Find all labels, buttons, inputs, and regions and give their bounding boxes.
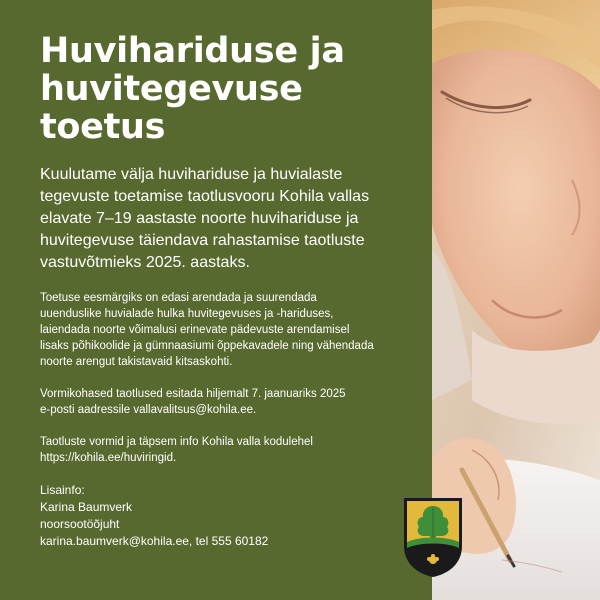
deadline-line: Vormikohased taotlused esitada hiljemalt 7. jaanuariks 2025 xyxy=(40,388,346,400)
forms-paragraph xyxy=(40,434,410,466)
forms-line: https://kohila.ee/huviringid. xyxy=(40,452,177,464)
purpose-line: Toetuse eesmärgiks on edasi arendada ja suurendada xyxy=(40,292,317,304)
contact-line: Karina Baumverk xyxy=(40,500,133,514)
poster-title xyxy=(40,32,410,146)
title-line: toetus xyxy=(40,107,166,147)
lead-line: elavate 7–19 aastaste noorte huvihariduse ja xyxy=(40,210,359,227)
deadline-line: e-posti aadressile vallavalitsus@kohila.ee. xyxy=(40,404,257,416)
title-line: Huvihariduse ja xyxy=(40,31,345,71)
purpose-paragraph xyxy=(40,290,410,370)
purpose-line: laiendada noorte võimalusi erinevate pädevuste arendamisel xyxy=(40,324,350,336)
contact-line: noorsootöõjuht xyxy=(40,517,120,531)
kohila-coat-of-arms xyxy=(402,496,464,578)
contact-line: karina.baumverk@kohila.ee, tel 555 60182 xyxy=(40,534,269,548)
lead-line: vastuvõtmieks 2025. aastaks. xyxy=(40,254,250,271)
lead-paragraph xyxy=(40,164,410,274)
lead-line: Kuulutame välja huvihariduse ja huvialaste xyxy=(40,166,343,183)
lead-line: huvitegevuse täiendava rahastamise taotluste xyxy=(40,232,365,249)
contact-block xyxy=(40,482,410,550)
title-line: huvitegevuse xyxy=(40,69,303,109)
purpose-line: uuenduslike huvialade hulka huvitegevuses ja -hariduses, xyxy=(40,308,334,320)
text-column xyxy=(40,32,410,562)
deadline-paragraph xyxy=(40,386,410,418)
forms-line: Taotluste vormid ja täpsem info Kohila valla kodulehel xyxy=(40,436,313,448)
lead-line: tegevuste toetamise taotlusvooru Kohila vallas xyxy=(40,188,370,205)
purpose-line: lisaks põhikoolide ja gümnaasiumi õppekavadele ning vähendada xyxy=(40,340,374,352)
purpose-line: noorte arengut takistavaid kitsaskohti. xyxy=(40,356,233,368)
contact-line: Lisainfo: xyxy=(40,483,85,497)
